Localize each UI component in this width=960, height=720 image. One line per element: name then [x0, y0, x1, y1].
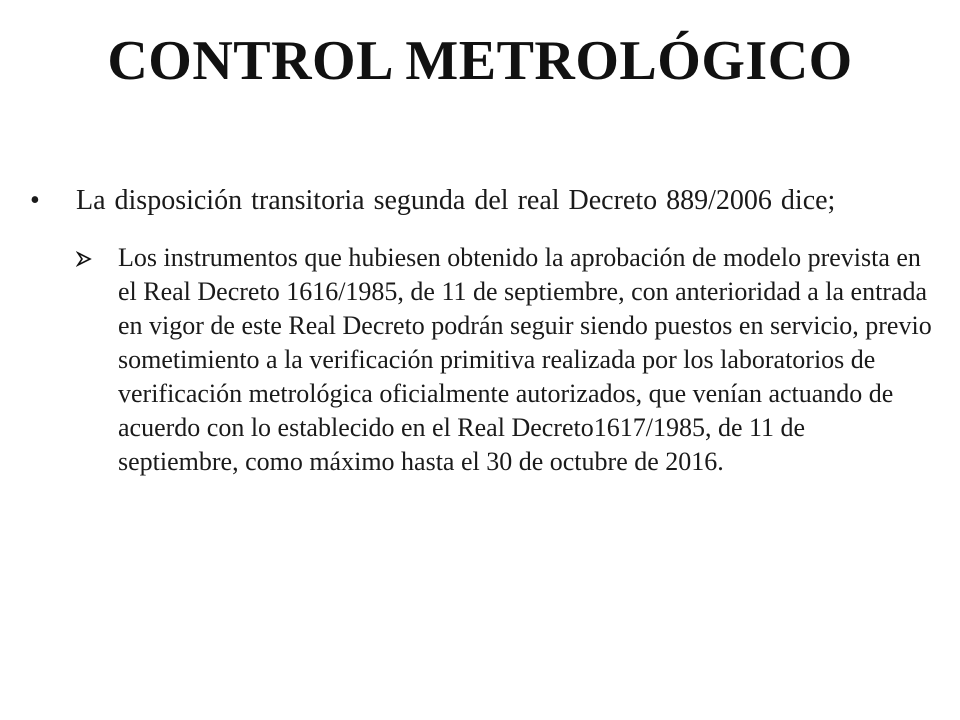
slide-title: CONTROL METROLÓGICO — [107, 30, 853, 92]
bullet-item-level2 — [30, 241, 932, 479]
bullet-item-level1 — [30, 181, 882, 221]
bullet-text-level1: La disposición transitoria segunda del real Decreto 889/2006 dice; — [76, 185, 836, 216]
arrowhead-bullet-icon — [76, 251, 92, 267]
slide-body — [30, 181, 940, 479]
bullet-dot-icon: • — [30, 185, 40, 216]
bullet-text-level2: Los instrumentos que hubiesen obtenido la aprobación de modelo prevista en el Real Decreto 1616/1985, de 11 de septiembre, con anterioridad a la entrada en vigor de este Real Decreto podrán seguir siendo puestos en servicio, previo sometimiento a la verificación primitiva realizada por los laboratorios de verificación metrológica oficialmente autorizados, que venían actuando de acuerdo con lo establecido en el Real Decreto1617/1985, de 11 de septiembre, como máximo hasta el 30 de octubre de 2016. — [118, 243, 932, 476]
